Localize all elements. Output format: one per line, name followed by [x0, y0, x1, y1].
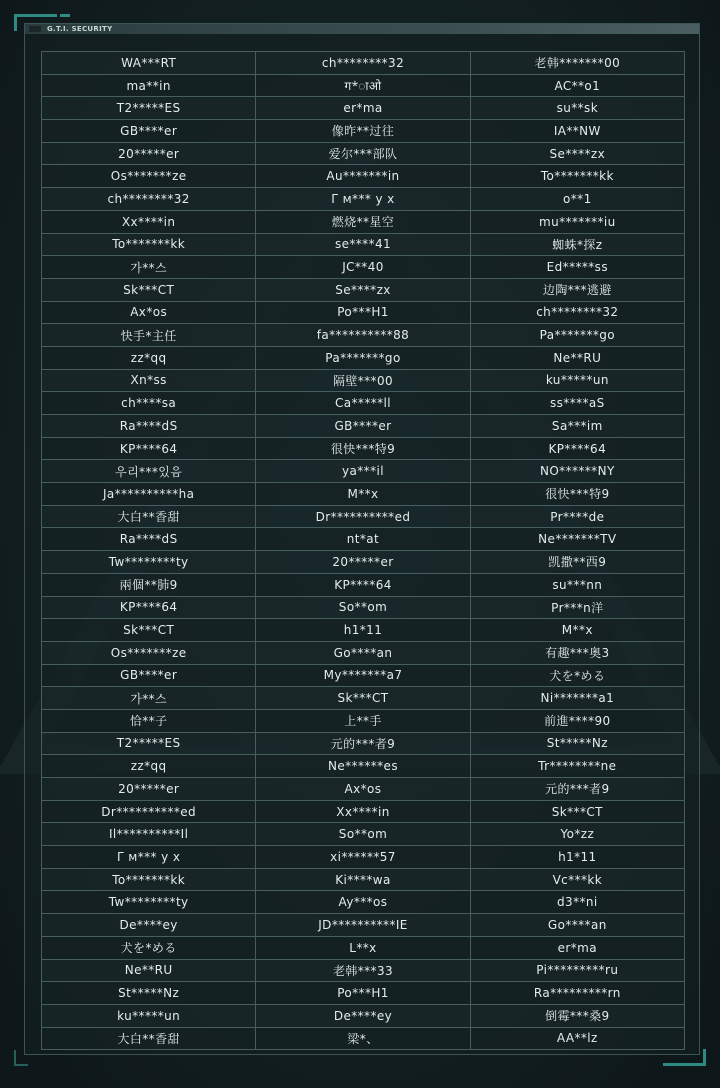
- player-name-cell: ya***il: [256, 460, 470, 483]
- table-row: [42, 732, 685, 755]
- player-name-cell: 20*****er: [256, 551, 470, 574]
- player-name-cell: GB****er: [42, 120, 256, 143]
- player-name-cell: 20*****er: [42, 778, 256, 801]
- player-name-cell: 가**스: [42, 256, 256, 279]
- player-name-cell: h1*11: [256, 619, 470, 642]
- table-row: [42, 460, 685, 483]
- player-name-cell: fa**********88: [256, 324, 470, 347]
- player-name-cell: Ax*os: [256, 778, 470, 801]
- player-name-cell: zz*qq: [42, 755, 256, 778]
- player-name-cell: De****ey: [256, 1004, 470, 1027]
- table-row: [42, 709, 685, 732]
- player-name-cell: Ki****wa: [256, 868, 470, 891]
- table-row: [42, 346, 685, 369]
- player-list: [41, 51, 685, 1050]
- player-name-cell: 边陶***逃避: [470, 278, 684, 301]
- panel-titlebar: [25, 24, 699, 34]
- player-name-cell: Ay***os: [256, 891, 470, 914]
- player-name-cell: KP****64: [256, 573, 470, 596]
- player-name-cell: ch********32: [42, 188, 256, 211]
- player-name-cell: Pa*******go: [470, 324, 684, 347]
- table-row: [42, 982, 685, 1005]
- player-name-cell: Ne**RU: [42, 959, 256, 982]
- player-name-cell: 兩個**肺9: [42, 573, 256, 596]
- player-name-cell: Pa*******go: [256, 346, 470, 369]
- player-name-cell: WA***RT: [42, 52, 256, 75]
- player-name-cell: L**x: [256, 936, 470, 959]
- player-name-cell: My*******a7: [256, 664, 470, 687]
- player-name-cell: ch****sa: [42, 392, 256, 415]
- player-name-cell: AC**o1: [470, 74, 684, 97]
- player-name-cell: Ax*os: [42, 301, 256, 324]
- table-row: [42, 165, 685, 188]
- player-name-cell: T2*****ES: [42, 97, 256, 120]
- player-name-cell: Se****zx: [256, 278, 470, 301]
- player-name-cell: er*ma: [470, 936, 684, 959]
- player-name-cell: GB****er: [42, 664, 256, 687]
- player-name-cell: Tw********ty: [42, 551, 256, 574]
- player-name-cell: 快手*主任: [42, 324, 256, 347]
- player-name-cell: 爱尔***部队: [256, 142, 470, 165]
- player-name-cell: mu*******iu: [470, 210, 684, 233]
- table-row: [42, 687, 685, 710]
- player-name-cell: Tr********ne: [470, 755, 684, 778]
- table-row: [42, 936, 685, 959]
- player-name-cell: Os*******ze: [42, 165, 256, 188]
- player-name-cell: M**x: [256, 483, 470, 506]
- table-row: [42, 823, 685, 846]
- player-name-cell: Po***H1: [256, 301, 470, 324]
- player-name-cell: Tw********ty: [42, 891, 256, 914]
- player-name-cell: 很快***特9: [256, 437, 470, 460]
- player-name-cell: Ra****dS: [42, 415, 256, 438]
- player-name-cell: Ne**RU: [470, 346, 684, 369]
- player-name-cell: De****ey: [42, 914, 256, 937]
- table-row: [42, 528, 685, 551]
- table-row: [42, 97, 685, 120]
- player-name-cell: 大白**香甜: [42, 505, 256, 528]
- table-row: [42, 301, 685, 324]
- table-row: [42, 188, 685, 211]
- player-name-cell: Vc***kk: [470, 868, 684, 891]
- player-name-cell: Sk***CT: [470, 800, 684, 823]
- table-row: [42, 74, 685, 97]
- table-row: [42, 914, 685, 937]
- player-name-cell: KP****64: [42, 437, 256, 460]
- panel-title: G.T.I. SECURITY: [47, 25, 113, 33]
- table-row: [42, 278, 685, 301]
- player-name-cell: ग*ाओ: [256, 74, 470, 97]
- player-name-cell: GB****er: [256, 415, 470, 438]
- player-name-cell: 燃烧**星空: [256, 210, 470, 233]
- player-name-cell: 犬を*める: [470, 664, 684, 687]
- player-name-cell: Dr**********ed: [256, 505, 470, 528]
- player-name-cell: 犬を*める: [42, 936, 256, 959]
- table-row: [42, 641, 685, 664]
- player-name-cell: Os*******ze: [42, 641, 256, 664]
- table-row: [42, 619, 685, 642]
- player-name-cell: Ni*******a1: [470, 687, 684, 710]
- table-row: [42, 1027, 685, 1050]
- player-name-cell: ma**in: [42, 74, 256, 97]
- table-row: [42, 573, 685, 596]
- player-name-cell: 우리***있음: [42, 460, 256, 483]
- table-row: [42, 959, 685, 982]
- player-name-cell: Xx****in: [256, 800, 470, 823]
- table-row: [42, 551, 685, 574]
- player-name-cell: To*******kk: [42, 868, 256, 891]
- player-name-cell: KP****64: [42, 596, 256, 619]
- player-name-cell: Sk***CT: [42, 278, 256, 301]
- player-name-cell: 大白**香甜: [42, 1027, 256, 1050]
- table-row: [42, 778, 685, 801]
- player-name-cell: Il**********Il: [42, 823, 256, 846]
- player-name-cell: ku*****un: [42, 1004, 256, 1027]
- table-row: [42, 52, 685, 75]
- player-name-cell: Pi*********ru: [470, 959, 684, 982]
- player-name-cell: Ca*****ll: [256, 392, 470, 415]
- table-row: [42, 846, 685, 869]
- table-row: [42, 483, 685, 506]
- player-name-cell: St*****Nz: [470, 732, 684, 755]
- player-name-cell: 倒霉***桑9: [470, 1004, 684, 1027]
- table-row: [42, 437, 685, 460]
- player-name-cell: AA**lz: [470, 1027, 684, 1050]
- player-name-cell: So**om: [256, 596, 470, 619]
- player-name-cell: JD**********IE: [256, 914, 470, 937]
- player-name-cell: zz*qq: [42, 346, 256, 369]
- player-table-body: [42, 52, 685, 1050]
- table-row: [42, 256, 685, 279]
- table-row: [42, 755, 685, 778]
- player-name-cell: To*******kk: [470, 165, 684, 188]
- player-name-cell: nt*at: [256, 528, 470, 551]
- table-row: [42, 120, 685, 143]
- table-row: [42, 324, 685, 347]
- security-panel: [24, 23, 700, 1055]
- player-table: [41, 51, 685, 1050]
- player-name-cell: 20*****er: [42, 142, 256, 165]
- table-row: [42, 800, 685, 823]
- player-name-cell: se****41: [256, 233, 470, 256]
- player-name-cell: Ra****dS: [42, 528, 256, 551]
- player-name-cell: 老韩***33: [256, 959, 470, 982]
- player-name-cell: 元的***者9: [256, 732, 470, 755]
- player-name-cell: Dr**********ed: [42, 800, 256, 823]
- player-name-cell: Sa***im: [470, 415, 684, 438]
- table-row: [42, 142, 685, 165]
- player-name-cell: Go****an: [470, 914, 684, 937]
- player-name-cell: ch********32: [470, 301, 684, 324]
- player-name-cell: o**1: [470, 188, 684, 211]
- player-name-cell: Go****an: [256, 641, 470, 664]
- player-name-cell: Sk***CT: [42, 619, 256, 642]
- player-name-cell: 上**手: [256, 709, 470, 732]
- player-name-cell: IA**NW: [470, 120, 684, 143]
- player-name-cell: 老韩*******00: [470, 52, 684, 75]
- player-name-cell: To*******kk: [42, 233, 256, 256]
- player-name-cell: T2*****ES: [42, 732, 256, 755]
- frame-corner-top-left-dash: [60, 14, 70, 17]
- player-name-cell: Ne******es: [256, 755, 470, 778]
- player-name-cell: Pr***n洋: [470, 596, 684, 619]
- player-name-cell: 元的***者9: [470, 778, 684, 801]
- player-name-cell: So**om: [256, 823, 470, 846]
- table-row: [42, 233, 685, 256]
- player-name-cell: Au*******in: [256, 165, 470, 188]
- player-name-cell: Po***H1: [256, 982, 470, 1005]
- player-name-cell: 가**스: [42, 687, 256, 710]
- player-name-cell: ss****aS: [470, 392, 684, 415]
- table-row: [42, 891, 685, 914]
- player-name-cell: 有趣***奥3: [470, 641, 684, 664]
- player-name-cell: su***nn: [470, 573, 684, 596]
- player-name-cell: ch********32: [256, 52, 470, 75]
- player-name-cell: Yo*zz: [470, 823, 684, 846]
- player-name-cell: 恰**子: [42, 709, 256, 732]
- table-row: [42, 369, 685, 392]
- titlebar-logo-icon: [29, 26, 41, 32]
- table-row: [42, 392, 685, 415]
- player-name-cell: ku*****un: [470, 369, 684, 392]
- player-name-cell: Se****zx: [470, 142, 684, 165]
- table-row: [42, 505, 685, 528]
- player-name-cell: 像昨**过往: [256, 120, 470, 143]
- player-name-cell: Ra*********rn: [470, 982, 684, 1005]
- player-name-cell: 蜘蛛*探z: [470, 233, 684, 256]
- player-name-cell: Pr****de: [470, 505, 684, 528]
- player-name-cell: Γ м*** у х: [256, 188, 470, 211]
- player-name-cell: xi******57: [256, 846, 470, 869]
- player-name-cell: d3**ni: [470, 891, 684, 914]
- table-row: [42, 210, 685, 233]
- player-name-cell: Sk***CT: [256, 687, 470, 710]
- player-name-cell: er*ma: [256, 97, 470, 120]
- player-name-cell: 很快***特9: [470, 483, 684, 506]
- table-row: [42, 868, 685, 891]
- player-name-cell: su**sk: [470, 97, 684, 120]
- table-row: [42, 664, 685, 687]
- player-name-cell: 梁*、: [256, 1027, 470, 1050]
- table-row: [42, 596, 685, 619]
- player-name-cell: M**x: [470, 619, 684, 642]
- player-name-cell: h1*11: [470, 846, 684, 869]
- player-name-cell: Ne*******TV: [470, 528, 684, 551]
- player-name-cell: 前進****90: [470, 709, 684, 732]
- player-name-cell: JC**40: [256, 256, 470, 279]
- player-name-cell: NO******NY: [470, 460, 684, 483]
- player-name-cell: 隔壁***00: [256, 369, 470, 392]
- player-name-cell: Γ м*** у х: [42, 846, 256, 869]
- table-row: [42, 415, 685, 438]
- player-name-cell: Ed*****ss: [470, 256, 684, 279]
- player-name-cell: 凯撒**西9: [470, 551, 684, 574]
- player-name-cell: KP****64: [470, 437, 684, 460]
- player-name-cell: Ja**********ha: [42, 483, 256, 506]
- table-row: [42, 1004, 685, 1027]
- player-name-cell: St*****Nz: [42, 982, 256, 1005]
- player-name-cell: Xx****in: [42, 210, 256, 233]
- player-name-cell: Xn*ss: [42, 369, 256, 392]
